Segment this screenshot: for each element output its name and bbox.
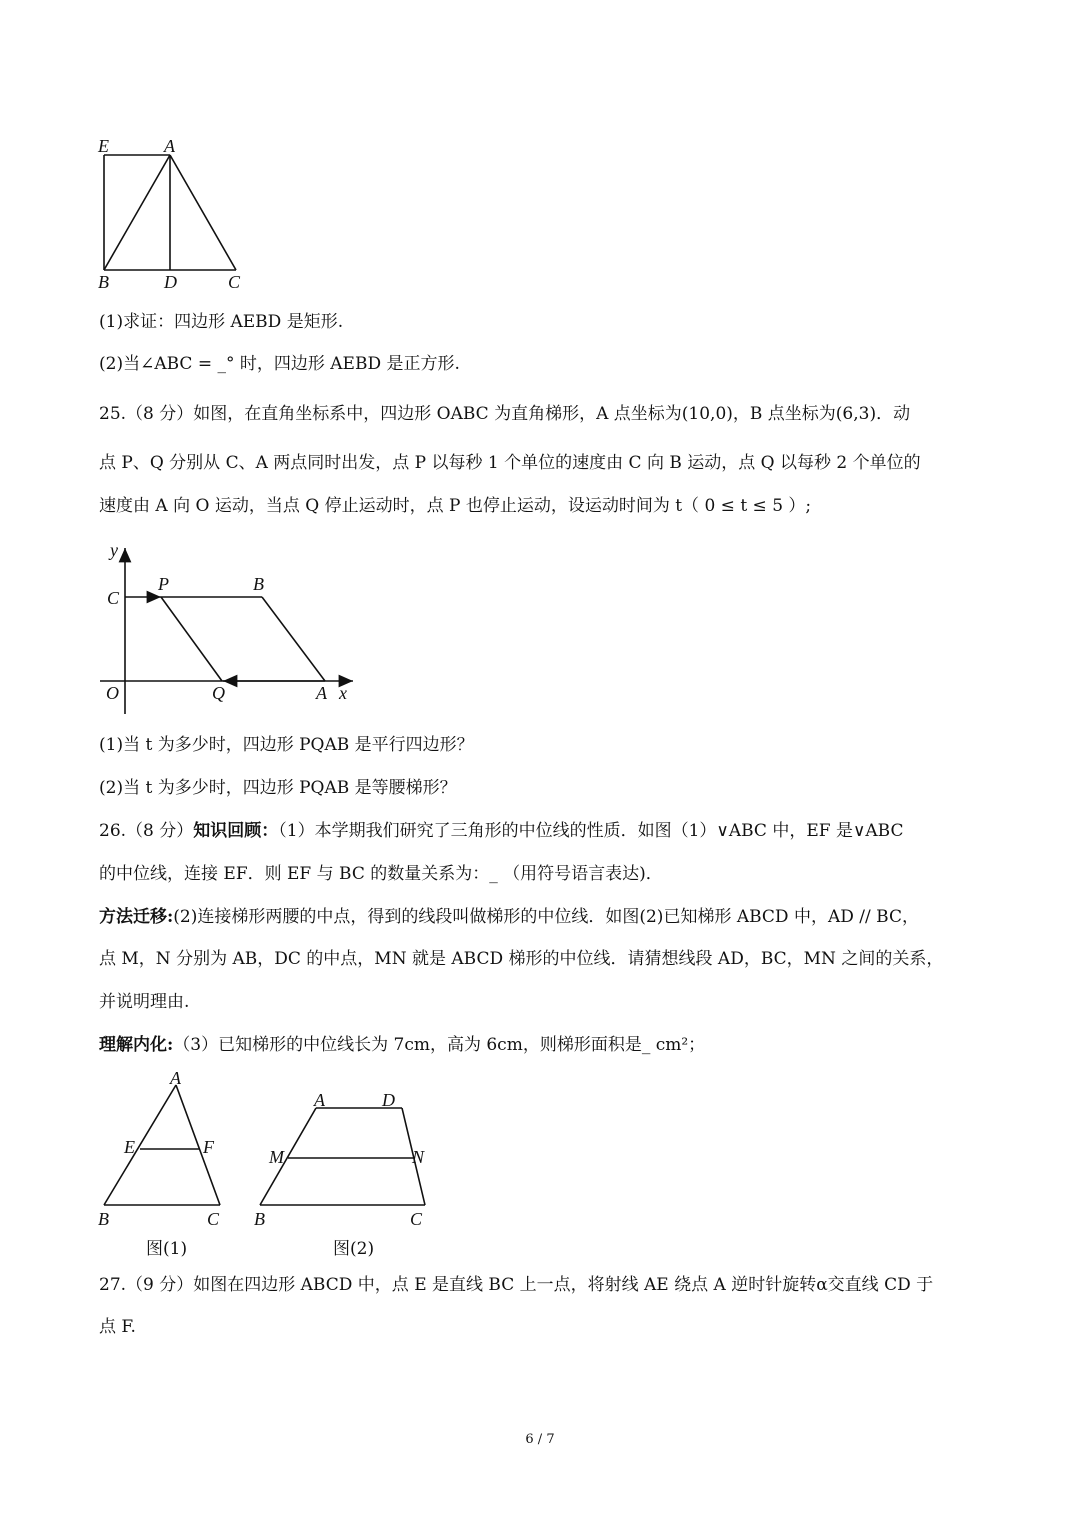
label-a: A	[164, 136, 175, 156]
q26-line5: 并说明理由.	[99, 992, 190, 1012]
q26-line1	[99, 819, 903, 843]
caption-figure-1: 图(1)	[146, 1239, 188, 1259]
q25-part2: (2)当 t 为多少时，四边形 PQAB 是等腰梯形？	[99, 778, 457, 798]
q26-line2: 的中位线，连接 EF．则 EF 与 BC 的数量关系为：_ （用符号语言表达)．	[99, 864, 663, 884]
figure-rectangle-aebd	[90, 130, 260, 300]
label-a: A	[316, 683, 327, 703]
label-c: C	[410, 1209, 423, 1229]
label-y: y	[110, 540, 118, 560]
q26-line6-text: （3）已知梯形的中位线长为 7cm，高为 6cm，则梯形面积是_ cm²；	[173, 1035, 706, 1055]
label-c: C	[107, 588, 120, 608]
q26-line1-text: （1）本学期我们研究了三角形的中位线的性质．如图（1）∨ABC 中，EF 是∨ABC	[278, 821, 904, 841]
q26-number: 26.（8 分）	[99, 821, 194, 841]
label-o: O	[106, 683, 119, 703]
label-a: A	[170, 1068, 181, 1088]
label-c: C	[228, 272, 241, 292]
label-e: E	[124, 1137, 135, 1157]
label-d: D	[164, 272, 177, 292]
page-number: 6 / 7	[525, 1432, 555, 1447]
label-b: B	[98, 1209, 109, 1229]
q26-heading-internalize: 理解内化:	[99, 1035, 174, 1055]
label-a: A	[314, 1090, 325, 1110]
q26-heading-review: 知识回顾：	[193, 821, 279, 841]
figure-triangle-midline	[90, 1065, 250, 1235]
q27-line1: 27.（9 分）如图在四边形 ABCD 中，点 E 是直线 BC 上一点，将射线 AE 绕点 A 逆时针旋转α交直线 CD 于	[99, 1275, 934, 1295]
label-x: x	[339, 683, 347, 703]
label-b: B	[98, 272, 109, 292]
q25-line1: 25.（8 分）如图，在直角坐标系中，四边形 OABC 为直角梯形，A 点坐标为(10,0)，B 点坐标为(6,3)．动	[99, 404, 911, 424]
label-b: B	[254, 1209, 265, 1229]
label-m: M	[269, 1147, 284, 1167]
label-n: N	[412, 1147, 425, 1167]
q26-line3-text: (2)连接梯形两腰的中点，得到的线段叫做梯形的中位线．如图(2)已知梯形 ABCD 中，AD // BC，	[173, 907, 919, 927]
q25-line2: 点 P、Q 分别从 C、A 两点同时出发，点 P 以每秒 1 个单位的速度由 C 向 B 运动，点 Q 以每秒 2 个单位的	[99, 453, 921, 473]
q26-line3	[99, 905, 919, 929]
label-e: E	[98, 136, 109, 156]
q26-heading-transfer: 方法迁移:	[99, 907, 174, 927]
q26-line6	[99, 1033, 705, 1057]
label-c: C	[207, 1209, 220, 1229]
caption-figure-2: 图(2)	[333, 1239, 375, 1259]
q26-line4: 点 M，N 分别为 AB，DC 的中点，MN 就是 ABCD 梯形的中位线．请猜想线段 AD，BC，MN 之间的关系，	[99, 949, 944, 969]
q25-part1: (1)当 t 为多少时，四边形 PQAB 是平行四边形？	[99, 735, 474, 755]
q27-line2: 点 F.	[99, 1317, 136, 1337]
q24-part2: (2)当∠ABC = _° 时，四边形 AEBD 是正方形.	[99, 354, 460, 374]
label-q: Q	[212, 683, 225, 703]
q25-line3: 速度由 A 向 O 运动，当点 Q 停止运动时，点 P 也停止运动，设运动时间为 t（ 0 ≤ t ≤ 5 ）;	[99, 496, 812, 516]
label-f: F	[203, 1137, 214, 1157]
figure-coordinate-trapezoid	[95, 538, 365, 718]
figure-trapezoid-midline	[250, 1085, 450, 1235]
label-p: P	[158, 574, 169, 594]
label-d: D	[382, 1090, 395, 1110]
label-b: B	[253, 574, 264, 594]
q24-part1: (1)求证：四边形 AEBD 是矩形.	[99, 312, 344, 332]
